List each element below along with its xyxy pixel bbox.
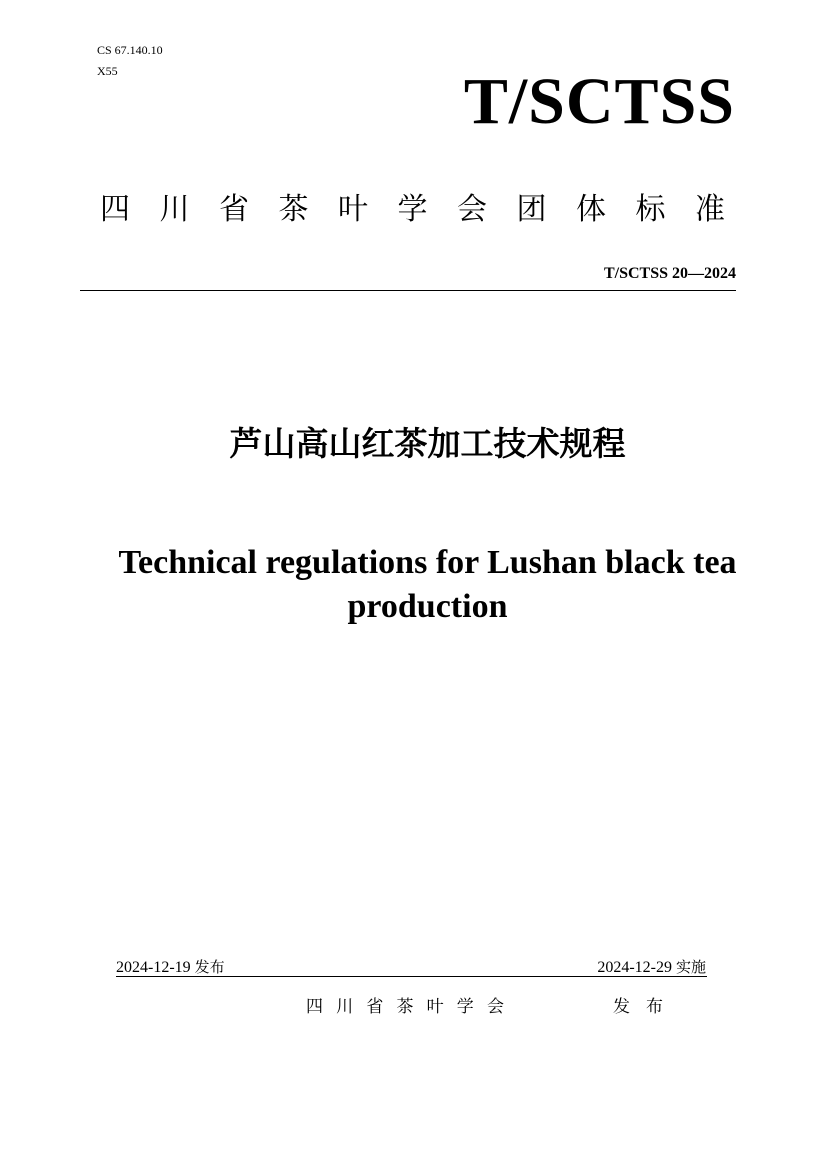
implementation-date [597, 957, 706, 978]
standard-type-char: 会 [457, 192, 487, 227]
publish-char: 发 [613, 997, 630, 1017]
implementation-label: 实施 [675, 958, 706, 976]
standard-type-char: 体 [576, 192, 606, 227]
standard-type [100, 188, 725, 232]
publisher-char: 茶 [396, 997, 414, 1017]
header-divider [80, 290, 736, 291]
standard-type-char: 川 [159, 192, 190, 227]
issue-label: 发布 [194, 958, 225, 976]
issue-date-value: 2024-12-19 [116, 959, 191, 976]
publisher [306, 994, 504, 1020]
ics-code: CS 67.140.10 [97, 43, 163, 57]
standard-type-char: 准 [695, 192, 725, 227]
publish-char: 布 [646, 997, 663, 1017]
title-english-line: Technical regulations for Lushan black tea [118, 544, 737, 581]
title-english [60, 541, 795, 629]
publisher-char: 学 [456, 997, 474, 1017]
title-chinese: 芦山高山红茶加工技术规程 [229, 424, 626, 463]
standard-type-char: 省 [219, 192, 249, 227]
standard-type-char: 学 [397, 192, 428, 227]
publish-label [613, 994, 663, 1020]
standard-type-char: 茶 [278, 192, 309, 227]
standard-number: T/SCTSS 20—2024 [603, 265, 736, 282]
publisher-char: 叶 [426, 997, 444, 1017]
publisher-char: 会 [486, 997, 504, 1017]
publisher-char: 省 [366, 997, 384, 1017]
standard-type-char: 叶 [338, 192, 368, 227]
publisher-char: 川 [336, 997, 354, 1017]
standard-type-char: 四 [100, 192, 130, 227]
footer-divider [116, 976, 707, 977]
standard-type-char: 团 [516, 192, 547, 227]
publisher-char: 四 [306, 997, 323, 1017]
implementation-date-value: 2024-12-29 [597, 959, 672, 976]
ccs-code: X55 [97, 64, 118, 78]
standard-code: T/SCTSS [463, 65, 735, 138]
title-english-line: production [347, 588, 508, 625]
issue-date [116, 957, 225, 978]
standard-type-char: 标 [635, 192, 666, 227]
